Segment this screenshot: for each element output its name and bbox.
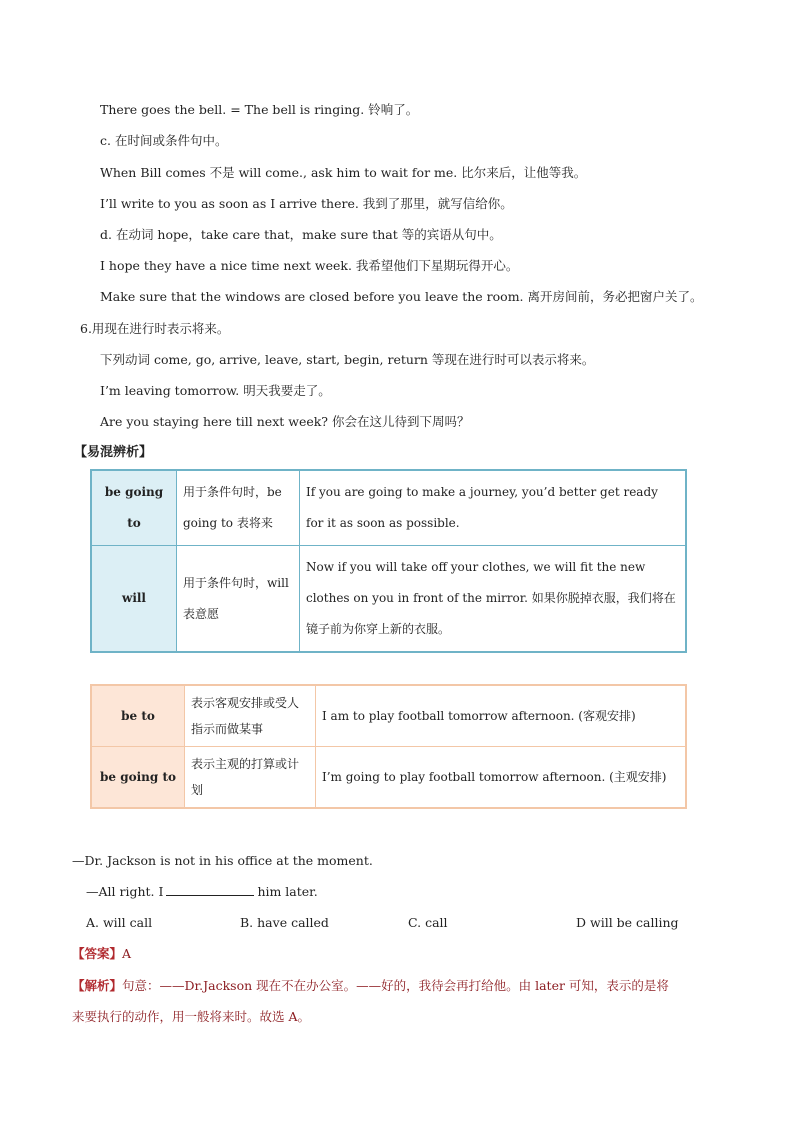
answer-line	[72, 945, 131, 963]
comparison-table-2	[90, 684, 687, 809]
question-prompt: —Dr. Jackson is not in his office at the moment.	[72, 853, 373, 868]
table-label: be to	[91, 685, 185, 747]
option-c: C. call	[408, 915, 448, 930]
analysis-tag: 【解析】	[72, 978, 123, 993]
text-line: I’ll write to you as soon as I arrive there. 我到了那里，就写信给你。	[100, 196, 513, 211]
analysis-text: 句意：——Dr.Jackson 现在不在办公室。——好的，我待会再打给他。由 later 可知，表示的是将	[122, 978, 669, 993]
table-usage: 用于条件句时，will 表意愿	[177, 546, 300, 653]
option-a: A. will call	[86, 915, 153, 930]
table-label: be going to	[91, 470, 177, 546]
table-row	[91, 747, 686, 809]
question-text: him later.	[257, 884, 318, 899]
table-example: I am to play football tomorrow afternoon. (客观安排)	[316, 685, 687, 747]
text-line: When Bill comes 不是 will come., ask him to wait for me. 比尔来后，让他等我。	[100, 165, 587, 180]
answer-value: A	[122, 946, 132, 961]
comparison-table-1	[90, 469, 687, 653]
table-label: will	[91, 546, 177, 653]
text-line: d. 在动词 hope，take care that，make sure that 等的宾语从句中。	[100, 227, 502, 242]
text-line: Are you staying here till next week? 你会在这儿待到下周吗？	[100, 414, 470, 429]
numbered-heading: 6.用现在进行时表示将来。	[80, 321, 230, 336]
text-line: There goes the bell. = The bell is ringing. 铃响了。	[100, 102, 419, 117]
analysis-text-cont: 来要执行的动作，用一般将来时。故选 A。	[72, 1009, 311, 1024]
table-usage: 用于条件句时，be going to 表将来	[177, 470, 300, 546]
text-line: Make sure that the windows are closed before you leave the room. 离开房间前，务必把窗户关了。	[100, 289, 703, 304]
table-row	[91, 685, 686, 747]
option-b: B. have called	[240, 915, 329, 930]
table-example: Now if you will take off your clothes, we will fit the new clothes on you in front of the mirror. 如果你脱掉衣服，我们将在镜子前为你穿上新的衣服。	[300, 546, 687, 653]
analysis-line	[72, 977, 669, 995]
answer-blank	[166, 883, 254, 896]
text-line: 下列动词 come, go, arrive, leave, start, begin, return 等现在进行时可以表示将来。	[100, 352, 595, 367]
text-line: c. 在时间或条件句中。	[100, 133, 228, 148]
text-line: I’m leaving tomorrow. 明天我要走了。	[100, 383, 331, 398]
table-usage: 表示主观的打算或计划	[185, 747, 316, 809]
table-usage: 表示客观安排或受人指示而做某事	[185, 685, 316, 747]
table-row	[91, 470, 686, 546]
table-example: I’m going to play football tomorrow afternoon. (主观安排)	[316, 747, 687, 809]
question-text: —All right. I	[86, 884, 164, 899]
table-label: be going to	[91, 747, 185, 809]
table-example: If you are going to make a journey, you’d better get ready for it as soon as possible.	[300, 470, 687, 546]
section-title: 【易混辨析】	[74, 445, 153, 460]
text-line: I hope they have a nice time next week. 我希望他们下星期玩得开心。	[100, 258, 519, 273]
question-response	[86, 883, 318, 901]
option-d: D will be calling	[576, 915, 679, 930]
table-row	[91, 546, 686, 653]
answer-tag: 【答案】	[72, 946, 123, 961]
